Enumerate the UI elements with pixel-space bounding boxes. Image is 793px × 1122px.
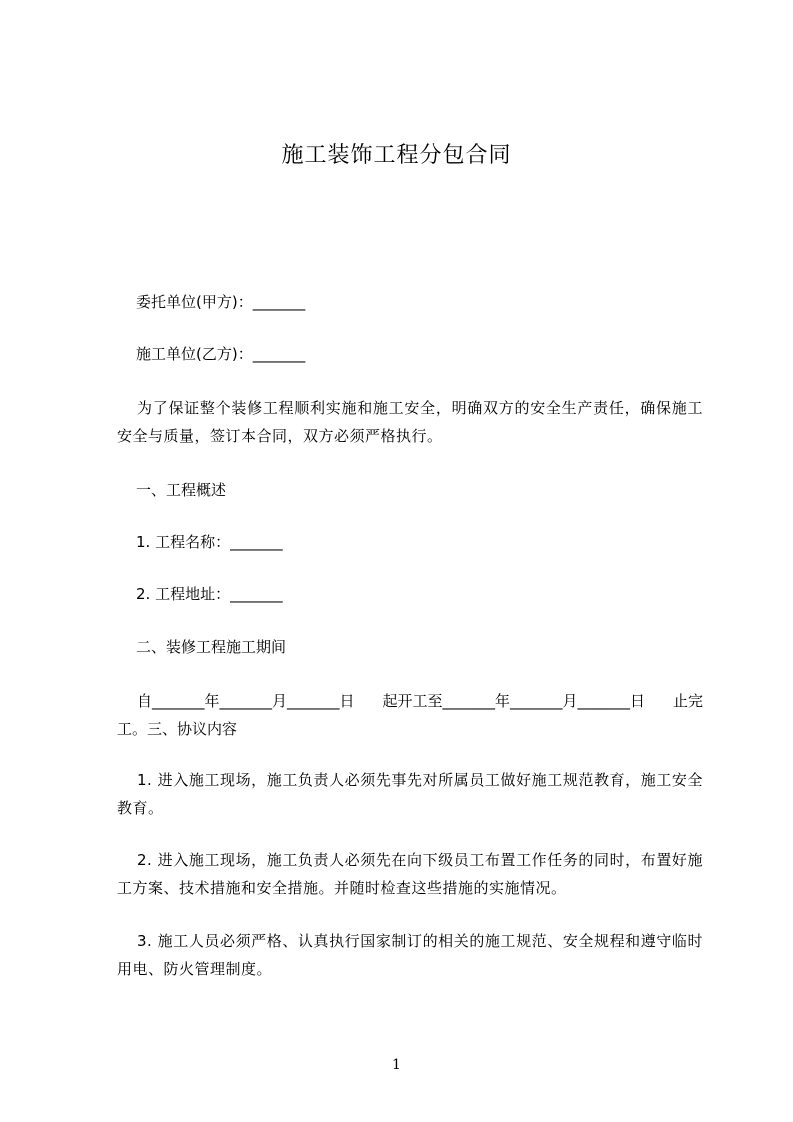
project-address-line: 2. 工程地址：_______	[136, 585, 283, 603]
intro-paragraph: 为了保证整个装修工程顺利实施和施工安全，明确双方的安全生产责任，确保施工安全与质量，签订本合同，双方必须严格执行。	[117, 399, 703, 445]
period-tail: 止完	[672, 692, 703, 710]
section-2-heading: 二、装修工程施工期间	[136, 638, 287, 656]
section-1-heading: 一、工程概述	[136, 481, 227, 499]
construction-period	[117, 687, 703, 743]
party-a-line: 委托单位(甲方)：_______	[136, 293, 306, 311]
document-title: 施工装饰工程分包合同	[281, 143, 512, 168]
clause-3: 3. 施工人员必须严格、认真执行国家制订的相关的施工规范、安全规程和遵守临时用电、防火管理制度。	[117, 932, 703, 978]
clause-1: 1. 进入施工现场，施工负责人必须先事先对所属员工做好施工规范教育，施工安全教育。	[117, 771, 703, 817]
party-b-line: 施工单位(乙方)：_______	[136, 345, 306, 363]
period-continuation: 工。三、协议内容	[117, 720, 238, 738]
clause-2: 2. 进入施工现场，施工负责人必须先在向下级员工布置工作任务的同时，布置好施工方案、技术措施和安全措施。并随时检查这些措施的实施情况。	[117, 851, 703, 897]
period-start: 自_______年_______月_______日	[137, 692, 355, 710]
project-name-line: 1. 工程名称：_______	[136, 533, 283, 551]
construction-period-row	[117, 687, 703, 715]
page-number: 1	[392, 1057, 401, 1073]
period-end: 起开工至_______年_______月_______日	[382, 692, 645, 710]
